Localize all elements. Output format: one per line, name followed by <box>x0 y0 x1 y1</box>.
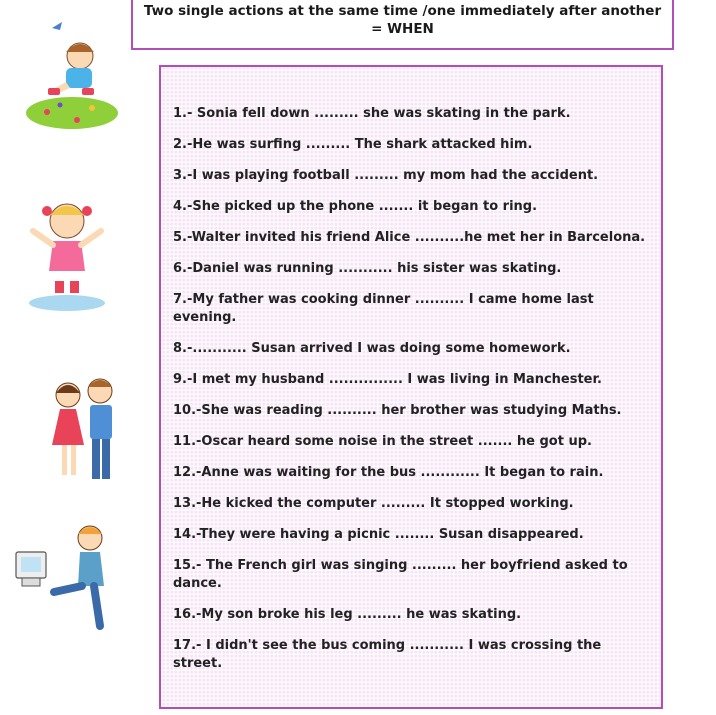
sentence-item: 10.-She was reading .......... her brother was studying Maths. <box>173 403 622 418</box>
exercise-sheet <box>159 65 663 709</box>
sentence-item: 1.- Sonia fell down ......... she was skating in the park. <box>173 106 571 121</box>
sentence-item: 5.-Walter invited his friend Alice ..........he met her in Barcelona. <box>173 230 646 245</box>
sentence-item: 8.-........... Susan arrived I was doing some homework. <box>173 341 571 356</box>
sentence-item: 7.-My father was cooking dinner .......... I came home last evening. <box>173 292 594 325</box>
sentence-item: 6.-Daniel was running ........... his sister was skating. <box>173 261 562 276</box>
sentence-item: 2.-He was surfing ......... The shark attacked him. <box>173 137 533 152</box>
couple-icon <box>40 375 130 490</box>
sentence-item: 3.-I was playing football ......... my mom had the accident. <box>173 168 599 183</box>
man-kicking-computer-icon <box>12 522 122 637</box>
title-line-1: Two single actions at the same time /one immediately after another <box>143 3 662 19</box>
sentence-item: 17.- I didn't see the bus coming ........... I was crossing the street. <box>173 638 602 671</box>
sentence-item: 15.- The French girl was singing ......... her boyfriend asked to dance. <box>173 558 628 591</box>
title-line-2: = WHEN <box>371 21 434 37</box>
sentence-item: 9.-I met my husband ............... I was living in Manchester. <box>173 372 602 387</box>
girl-jumping-puddle-icon <box>25 193 110 318</box>
sentence-item: 13.-He kicked the computer ......... It stopped working. <box>173 496 574 511</box>
sentence-list <box>173 105 648 673</box>
sentence-item: 14.-They were having a picnic ........ Susan disappeared. <box>173 527 584 542</box>
girl-skating-icon <box>22 10 122 135</box>
sentence-item: 11.-Oscar heard some noise in the street ....... he got up. <box>173 434 592 449</box>
title-box <box>131 0 674 50</box>
sentence-item: 16.-My son broke his leg ......... he was skating. <box>173 607 522 622</box>
sentence-item: 12.-Anne was waiting for the bus ............ It began to rain. <box>173 465 604 480</box>
sentence-item: 4.-She picked up the phone ....... it began to ring. <box>173 199 538 214</box>
